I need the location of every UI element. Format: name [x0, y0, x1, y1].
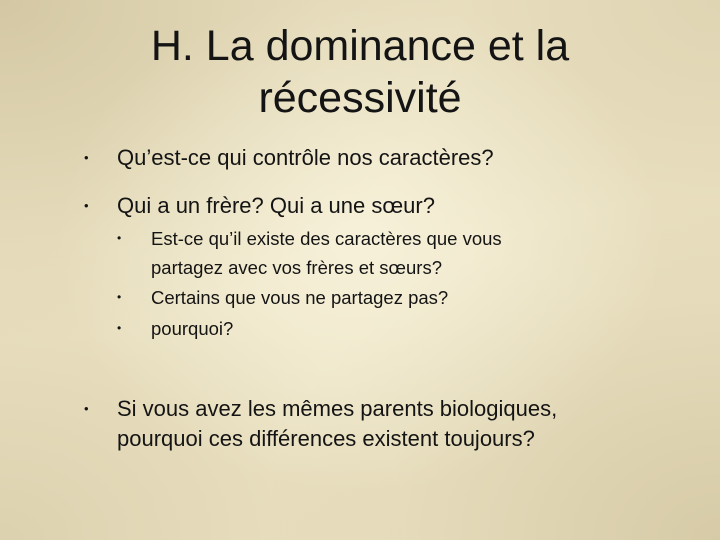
slide-title [80, 20, 640, 124]
sub-bullet-text-2: Certains que vous ne partagez pas? [151, 287, 449, 308]
bullet-marker: • [84, 401, 89, 416]
title-line-1: H. La dominance et la [150, 22, 570, 70]
bullet-text-3-line-1: Si vous avez les mêmes parents biologiques, [117, 396, 558, 421]
bullet-text-1: Qu’est-ce qui contrôle nos caractères? [117, 145, 494, 170]
bullet-marker: • [84, 150, 89, 165]
bullet-marker: • [84, 198, 89, 213]
sub-bullet-text-1-line-1: Est-ce qu’il existe des caractères que vous [151, 228, 502, 249]
sub-bullet-marker: • [117, 290, 122, 304]
title-line-2: récessivité [258, 74, 462, 122]
bullet-text-2: Qui a un frère? Qui a une sœur? [117, 193, 435, 218]
sub-bullet-text-1-line-2: partagez avec vos frères et sœurs? [151, 257, 442, 278]
sub-bullet-marker: • [117, 321, 122, 335]
bullet-text-3-line-2: pourquoi ces différences existent toujours? [117, 426, 535, 451]
sub-bullet-marker: • [117, 231, 122, 245]
sub-bullet-text-3: pourquoi? [151, 318, 234, 339]
